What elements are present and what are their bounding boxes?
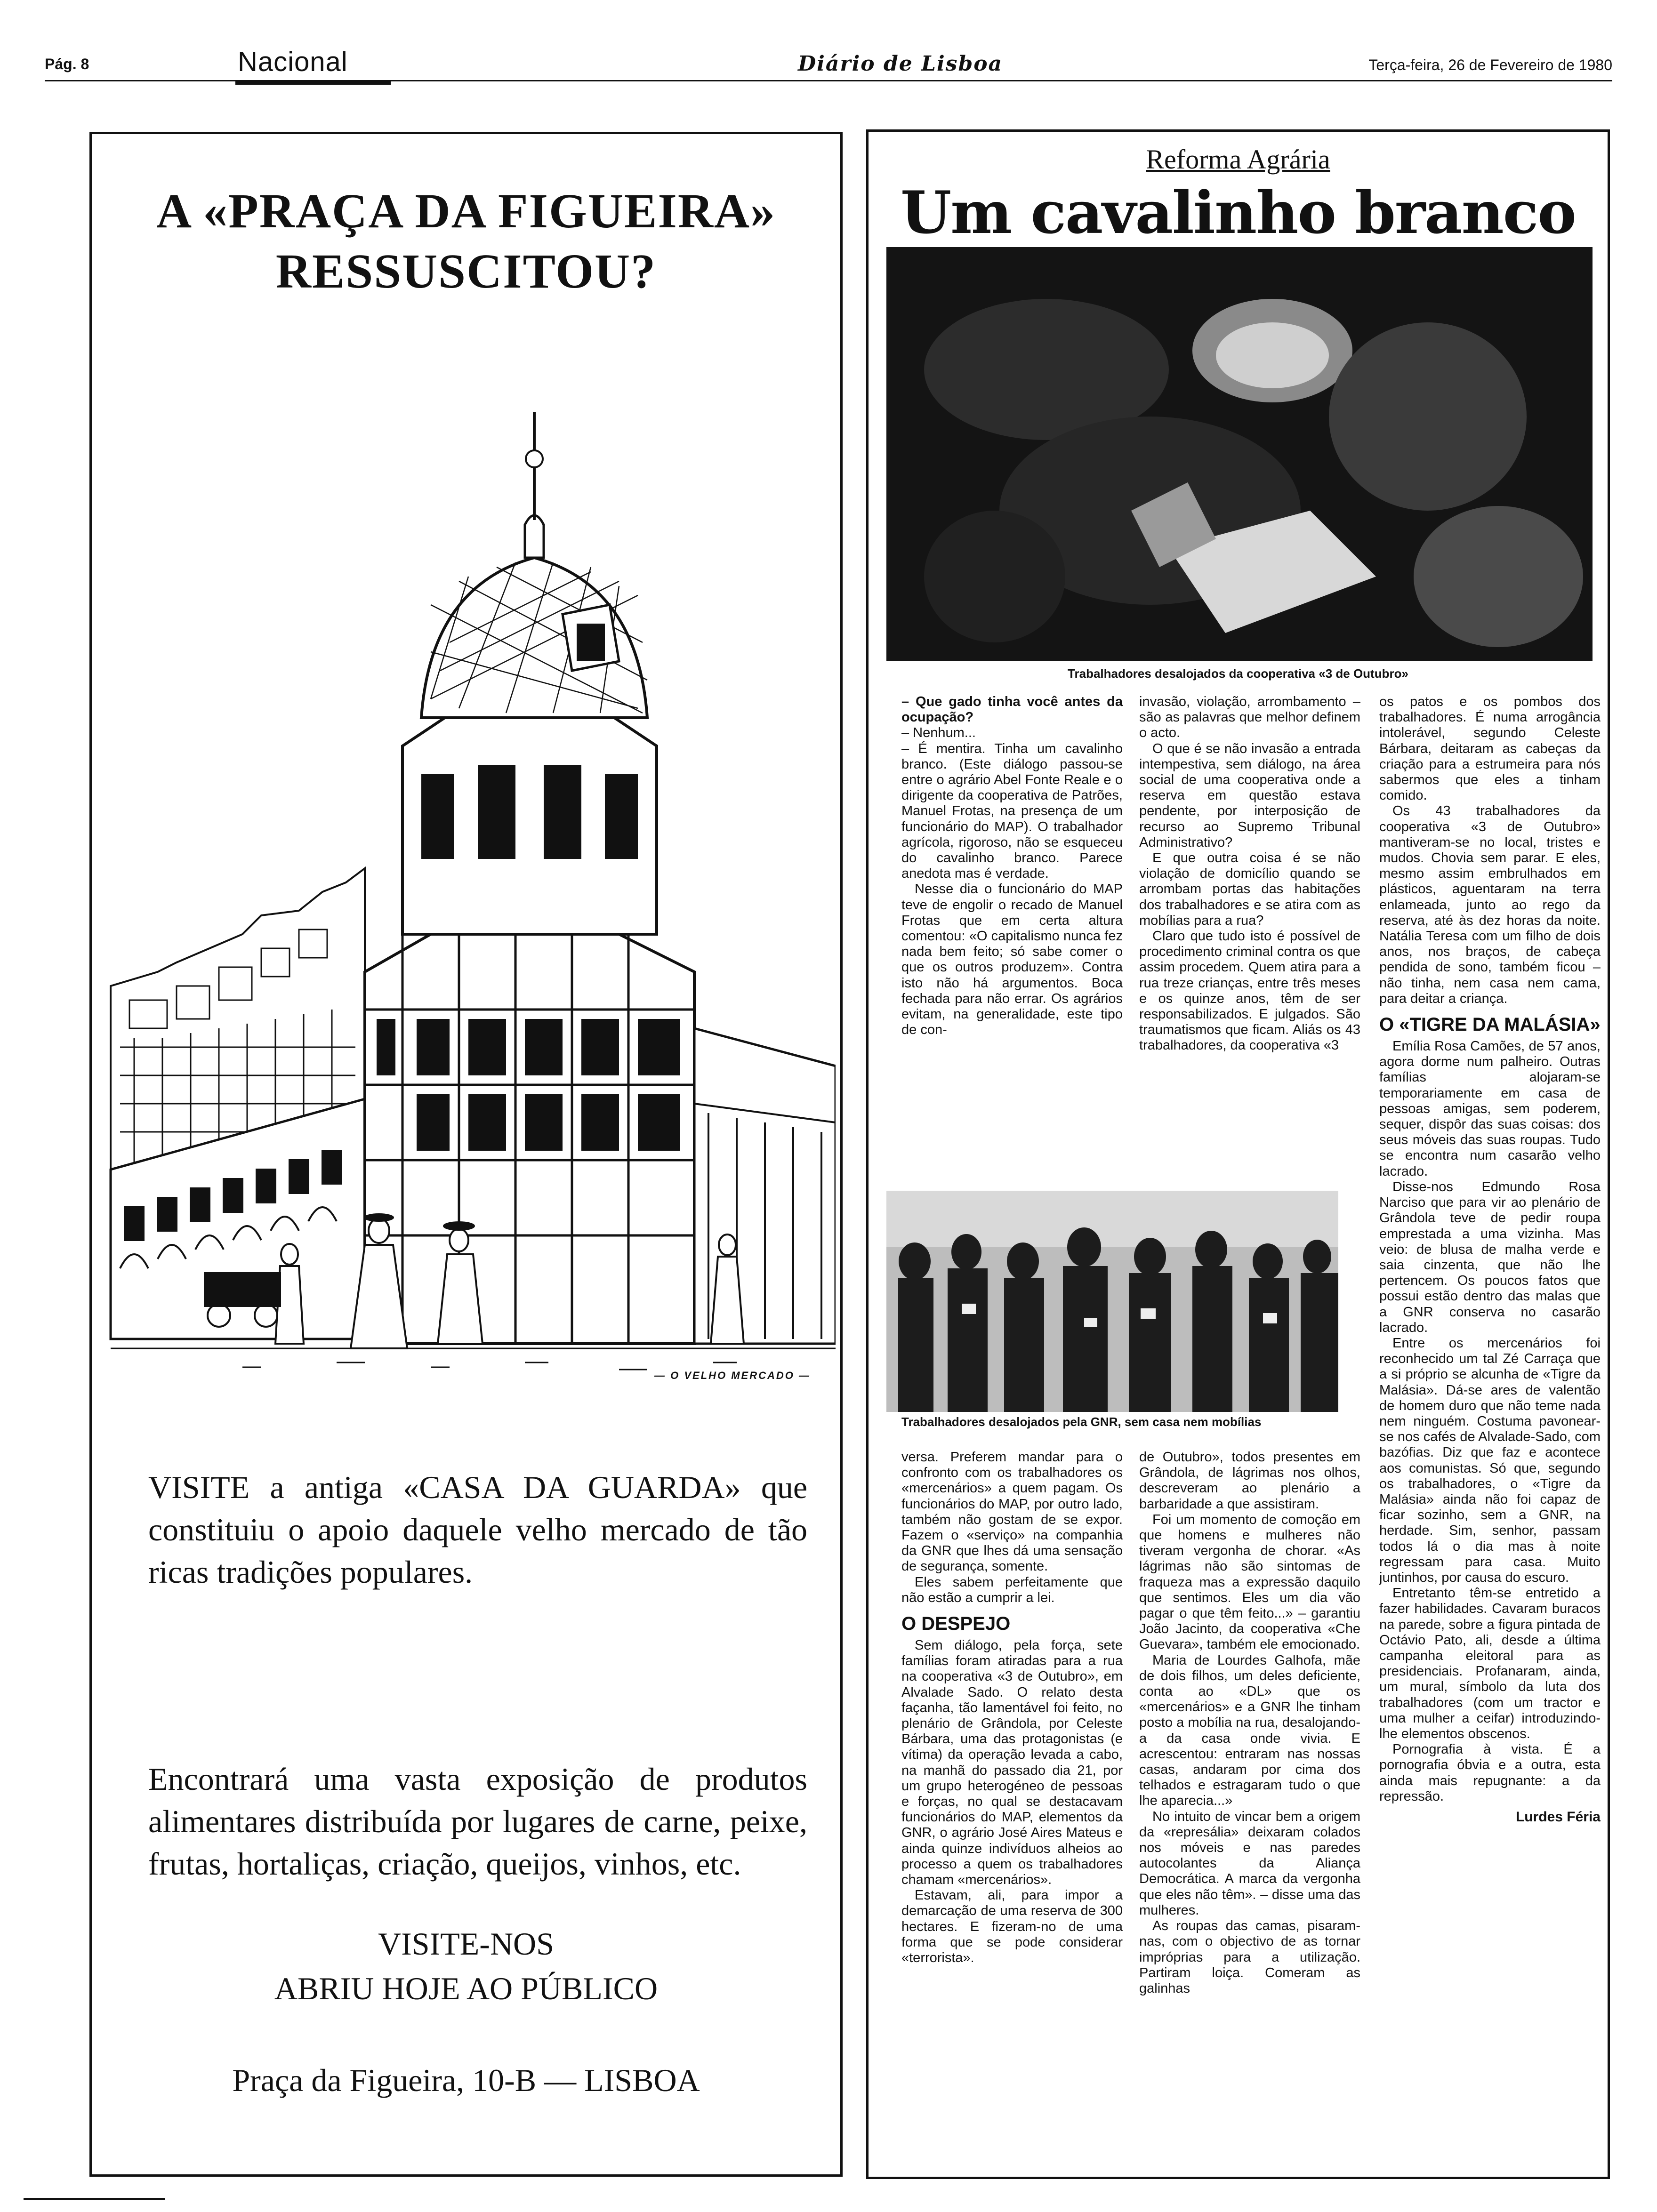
- ad-headline: [92, 181, 840, 302]
- article-column-1-bottom: [901, 1450, 1123, 2156]
- paragraph-roupas: As roupas das camas, pisaram-nas, com o objectivo de as tornar impróprias para a utilização. Partiram loiça. Comeram as galinhas: [1139, 1918, 1360, 1996]
- subhead-tigre-da-malasia: O «TIGRE DA MALÁSIA»: [1379, 1014, 1601, 1035]
- ad-paragraph-exposicao: Encontrará uma vasta exposição de produtos alimentares distribuída por lugares de carne, peixe, frutas, hortaliças, criação, queijos, vinhos, etc.: [148, 1761, 807, 1882]
- paragraph-plenario: de Outubro», todos presentes em Grândola, de lágrimas nos olhos, descreveram ao plenário a barbaridade a que assistiram.: [1139, 1450, 1360, 1512]
- article-title: Um cavalinho branco: [901, 179, 1576, 247]
- paragraph-pornografia: Pornografia à vista. É a pornografia óbvia e a outra, esta ainda mais repugnante: a da repressão.: [1379, 1742, 1601, 1804]
- article-column-2-bottom: [1139, 1450, 1360, 2156]
- dialogue-answer: – Nenhum...: [901, 725, 976, 741]
- dialogue-question: – Que gado tinha você antes da ocupação?: [901, 694, 1123, 725]
- article-byline: Lurdes Féria: [1515, 1809, 1601, 1825]
- photo-workers-image: [886, 247, 1593, 661]
- paragraph-reserva: Estavam, ali, para impor a demarcação de uma reserva de 300 hectares. E fizeram-no de uma forma que se pode considerar «terrorista».: [901, 1888, 1123, 1966]
- paragraph-emilia: Emília Rosa Camões, de 57 anos, agora dorme num palheiro. Outras famílias alojaram-se temporariamente em casa de pessoas amigas, sem poderem, sequer, dispôr das suas coisas: dos seus móveis das suas roupas. Tudo se encontra num casarão velho lacrado.: [1379, 1039, 1601, 1179]
- paragraph-habilidades: Entretanto têm-se entretido a fazer habilidades. Cavaram buracos na parede, sobre a figura pintada de Octávio Pato, ali, desde a última campanha eleitoral para as presidenciais. Profanaram, ainda, um mural, símbolo da luta dos trabalhadores (com um tractor e uma mulher a ceifar) introduzindo-lhe elementos obscenos.: [1379, 1586, 1601, 1741]
- section-underline: [235, 81, 391, 85]
- issue-date: Terça-feira, 26 de Fevereiro de 1980: [1368, 56, 1612, 73]
- market-building-illustration: [101, 407, 836, 1400]
- ad-headline-line2: RESSUSCITOU?: [275, 244, 657, 298]
- advertisement-praca-da-figueira: [89, 132, 843, 2177]
- paragraph-maria-lourdes: Maria de Lourdes Galhofa, mãe de dois filhos, um deles deficiente, conta ao «DL» que os «mercenários» e a GNR lhe tinham posto a mobília na rua, desalojando-a da casa onde vivia. E acrescentou: entraram nas nossas casas, andaram por cima dos telhados e estragaram tudo o que lhe aparecia...»: [1139, 1652, 1360, 1809]
- paragraph-map-official: Nesse dia o funcionário do MAP teve de engolir o recado de Manuel Frotas que em certa altura comentou: «O capitalismo nunca fez nada bem feito; só sabe comer o que os outros produzem». Contra isto não há argumentos. Boca fechada para não errar. Os agrários evitam, na generalidade, este tipo de con-: [901, 882, 1123, 1038]
- paragraph-domicilio: E que outra coisa é se não violação de domicílio quando se arrombam portas das habitações dos trabalhadores e se atira com as mobílias para a rua?: [1139, 850, 1360, 928]
- page-header: [45, 28, 1612, 85]
- paragraph-invasao: invasão, violação, arrombamento – são as palavras que melhor definem o acto.: [1139, 694, 1360, 741]
- paragraph-edmundo: Disse-nos Edmundo Rosa Narciso que para vir ao plenário de Grândola teve de pedir roupa emprestada a uma vizinha. Mas veio: de blusa de malha verde e saia cinzenta, que não lhe pertencem. Os poucos fatos que possui estão dentro das malas que a GNR conserva no casarão lacrado.: [1379, 1179, 1601, 1335]
- dialogue-retort: – É mentira. Tinha um cavalinho branco. (Este diálogo passou-se entre o agrário Abel Fonte Reale e o dirigente da cooperativa de Patrões, Manuel Frotas, na presença de um funcionário do MAP). O trabalhador agrícola, rigoroso, não se esqueceu do cavalinho branco. Parece anedota mas é verdade.: [901, 741, 1123, 882]
- header-rule: [45, 80, 1612, 81]
- paragraph-patos: os patos e os pombos dos trabalhadores. É numa arrogância intolerável, segundo Celeste Bárbara, deitaram as cabeças da criação para a estrumeira para nós sabermos que eles a tinham comido.: [1379, 694, 1601, 803]
- paragraph-mercenarios: versa. Preferem mandar para o confronto com os trabalhadores os «mercenários» a quem pagam. Os funcionários do MAP, por outro lado, também não gostam de se expor. Fazem o «serviço» na companhia da GNR que lhes dá uma sensação de segurança, somente.: [901, 1450, 1123, 1574]
- photo1-caption: Trabalhadores desalojados da cooperativa «3 de Outubro»: [1068, 666, 1408, 681]
- page-number: Pág. 8: [45, 56, 89, 72]
- ad-visit-line1: VISITE-NOS: [378, 1926, 554, 1962]
- article-column-2-top: [1139, 694, 1360, 1184]
- section-title: Nacional: [238, 47, 348, 77]
- paragraph-entrada: O que é se não invasão a entrada intempestiva, sem diálogo, na área social de uma cooperativa onde a reserva em questão estava pendente, por interposição de recurso ao Supremo Tribunal Administrativo?: [1139, 741, 1360, 850]
- newspaper-masthead: Diário de Lisboa: [798, 52, 1003, 76]
- paragraph-criminal: Claro que tudo isto é possível de procedimento criminal contra os que assim procedem. Quem atira para a rua treze crianças, entre três meses e os quinze anos, têm de ser responsabilizados. E julgados. São traumatismos que ficam. Aliás os 43 trabalhadores, da cooperativa «3: [1139, 929, 1360, 1053]
- illustration-caption: — O VELHO MERCADO —: [654, 1370, 811, 1381]
- article-reforma-agraria: [866, 129, 1610, 2179]
- article-photo-evicted-workers: [886, 1191, 1338, 1412]
- ad-paragraph-casa-da-guarda: VISITE a antiga «CASA DA GUARDA» que constituiu o apoio daquele velho mercado de tão ricas tradições populares.: [148, 1469, 807, 1590]
- ad-address: Praça da Figueira, 10-B — LISBOA: [232, 2062, 700, 2098]
- ad-headline-line1: A «PRAÇA DA FIGUEIRA»: [156, 184, 776, 238]
- photo2-caption: Trabalhadores desalojados pela GNR, sem casa nem mobílias: [901, 1415, 1262, 1429]
- paragraph-comocao: Foi um momento de comoção em que homens e mulheres não tiveram vergonha de chorar. «As lágrimas não são sintomas de fraqueza mas a expressão daquilo que sentimos. Eles um dia vão pagar o que têm feito...» – garantiu João Jacinto, da cooperativa «Che Guevara», também ele emocionado.: [1139, 1512, 1360, 1652]
- article-kicker: Reforma Agrária: [1146, 144, 1330, 175]
- subhead-despejo: O DESPEJO: [901, 1613, 1011, 1635]
- paragraph-ze-carraca: Entre os mercenários foi reconhecido um tal Zé Carraça que a si próprio se alcunha de «Tigre da Malásia». Dá-se ares de valentão de homem duro que não teme nada nem ninguém. Costuma pavonear-se nos cafés de Alvalade-Sado, com bazófias. Diz que faz e acontece aos comunistas. Só que, segundo os trabalhadores, o «Tigre da Malásia» ainda não foi capaz de ficar sozinho, sem a GNR, na herdade. Sim, senhor, passam todos lá o dia mas à noite regressam para casa. Muito juntinhos, por causa do escuro.: [1379, 1335, 1601, 1585]
- article-column-1-top: [901, 694, 1123, 1184]
- ad-visit-line2: ABRIU HOJE AO PÚBLICO: [274, 1971, 658, 2006]
- photo-evicted-workers-image: [886, 1191, 1338, 1412]
- paragraph-autocolantes: No intuito de vincar bem a origem da «represália» deixaram colados nos móveis e nas paredes autocolantes da Aliança Democrática. A marca da vergonha que eles não têm». – disse uma das mulheres.: [1139, 1809, 1360, 1918]
- page-bottom-rule: [24, 2198, 165, 2200]
- article-column-3: [1379, 694, 1601, 2163]
- paragraph-lei: Eles sabem perfeitamente que não estão a cumprir a lei.: [901, 1574, 1123, 1605]
- paragraph-43-trabalhadores: Os 43 trabalhadores da cooperativa «3 de Outubro» mantiveram-se no local, tristes e mudos. Chovia sem parar. E eles, mesmo assim embrulhados em plásticos, aguentaram na terra enlameada, junto ao rego da reserva, até às dez horas da noite. Natália Teresa com um filho de dois anos, nos braços, de cabeça pendida de sono, também ficou – não tinha, nem casa nem cama, para deitar a criança.: [1379, 803, 1601, 1006]
- paragraph-sem-dialogo: Sem diálogo, pela força, sete famílias foram atiradas para a rua na cooperativa «3 de Outubro», em Alvalade Sado. O relato desta façanha, tão lamentável foi feito, no plenário de Grândola, por Celeste Bárbara, uma das protagonistas (e vítima) da operação levada a cabo, na manhã do passado dia 21, por um grupo heterogéneo de pessoas e forças, no qual se destacavam funcionários do MAP, elementos da GNR, o agrário José Aires Mateus e ainda quinze indivíduos alheios ao processo a quem os trabalhadores chamam «mercenários».: [901, 1638, 1123, 1888]
- article-photo-workers: [886, 247, 1593, 661]
